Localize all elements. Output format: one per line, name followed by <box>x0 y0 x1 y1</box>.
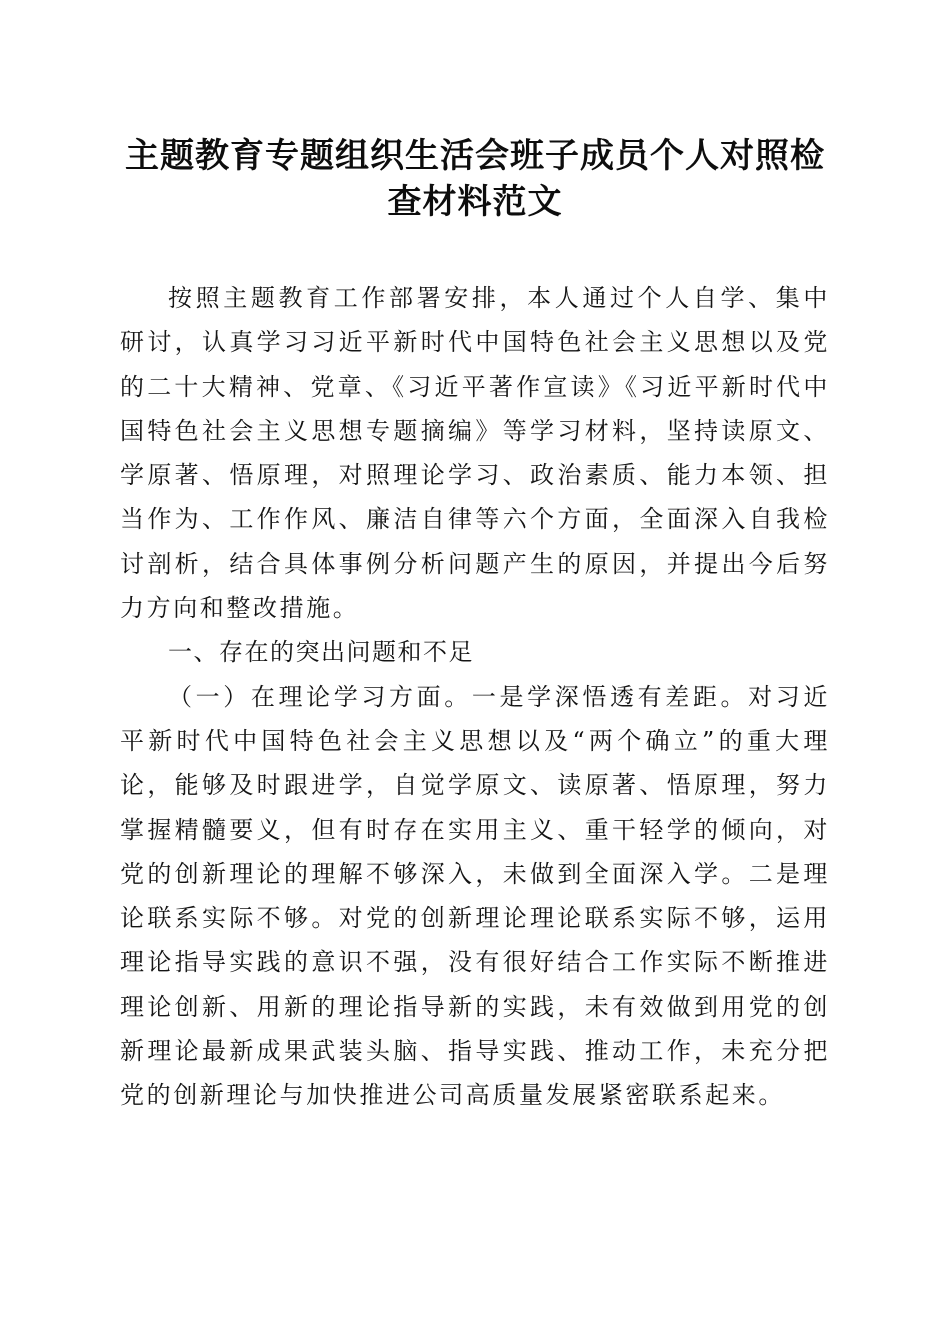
title-line-1: 主题教育专题组织生活会班子成员个人对照检 <box>125 136 825 176</box>
section-heading: 一、存在的突出问题和不足 <box>168 638 474 667</box>
document-body <box>120 276 830 1118</box>
subsection-label: （一）在理论学习方面。 <box>168 682 472 711</box>
subsection-text: 一是学深悟透有差距。对习近平新时代中国特色社会主义思想以及“两个确立”的重大理论，能够及时跟进学，自觉学原文、读原著、悟原理，努力掌握精髓要义，但有时存在实用主义、重干轻学的倾向，对党的创新理论的理解不够深入，未做到全面深入学。二是理论联系实际不够。对党的创新理论理论联系实际不够，运用理论指导实践的意识不强，没有很好结合工作实际不断推进理论创新、用新的理论指导新的实践，未有效做到用党的创新理论最新成果武装头脑、指导实践、推动工作，未充分把党的创新理论与加快推进公司高质量发展紧密联系起来。 <box>120 682 830 1110</box>
intro-paragraph: 按照主题教育工作部署安排，本人通过个人自学、集中研讨，认真学习习近平新时代中国特色社会主义思想以及党的二十大精神、党章、《习近平著作宣读》《习近平新时代中国特色社会主义思想专题摘编》等学习材料，坚持读原文、学原著、悟原理，对照理论学习、政治素质、能力本领、担当作为、工作作风、廉洁自律等六个方面，全面深入自我检讨剖析，结合具体事例分析问题产生的原因，并提出今后努力方向和整改措施。 <box>120 284 830 623</box>
document-title <box>115 133 835 225</box>
title-line-2: 查材料范文 <box>387 182 563 222</box>
subsection-paragraph <box>120 675 830 1118</box>
